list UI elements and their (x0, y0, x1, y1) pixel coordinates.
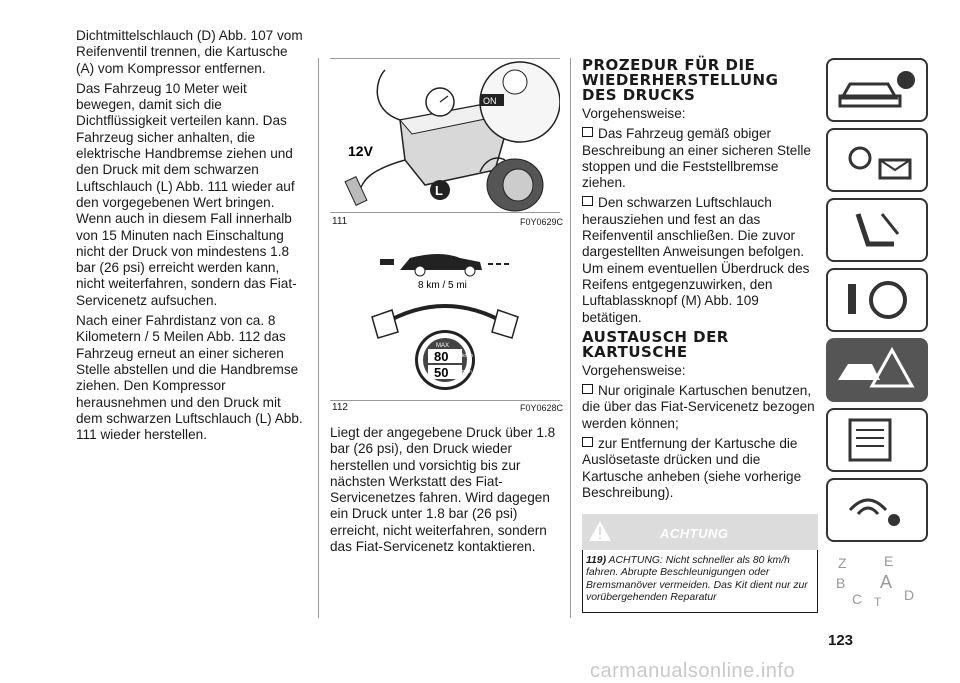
index-letter: C (852, 591, 863, 607)
bullet-item (582, 383, 818, 432)
emergency-icon (828, 340, 926, 400)
index-letter: Z (838, 555, 847, 571)
bullet-text: Nur originale Kartuschen benutzen, die über das Fiat-Servicenetz bezogen werden können; (582, 383, 815, 431)
sidebar-tab-warning-lights[interactable] (826, 128, 928, 192)
multimedia-icon (828, 480, 926, 540)
bullet-text: Das Fahrzeug gemäß obiger Beschreibung an einer sicheren Stelle stoppen und die Feststellbremse ziehen. (582, 126, 811, 191)
car-info-icon (828, 60, 926, 120)
bullet-item (582, 126, 818, 191)
sidebar-tab-seat-airbag[interactable] (826, 198, 928, 262)
bullet-item (582, 195, 818, 325)
bullet-item (582, 436, 818, 501)
figure-112-speed-limit (330, 232, 560, 402)
bullet-text: zur Entfernung der Kartusche die Auslösetaste drücken und die Kartusche anheben (siehe vorherige Beschreibung). (582, 436, 802, 500)
figure-top-rule (330, 58, 560, 59)
paragraph: Vorgehensweise: (582, 106, 686, 121)
page-number: 123 (828, 632, 854, 649)
seat-airbag-icon (828, 200, 926, 260)
figure-111-compressor (330, 60, 560, 212)
section-heading: AUSTAUSCH DER KARTUSCHE (582, 327, 729, 361)
column-divider (318, 58, 319, 618)
checkbox-bullet-icon (582, 384, 593, 394)
warning-lights-icon (828, 130, 926, 190)
paragraph: Liegt der angegebene Druck über 1.8 bar (26 psi), den Druck wieder herstellen und vorsichtig bis zur nächsten Werkstatt des Fiat-Servicenetzes fahren. Wird dagegen ein Druck unter 1.8 bar (26 psi) erreicht, nicht weiterfahren, sondern das Fiat-Servicenetz kontaktieren. (330, 425, 556, 555)
index-letters-icon (826, 548, 924, 608)
sidebar-tab-index[interactable] (826, 548, 928, 612)
paragraph: Nach einer Fahrdistanz von ca. 8 Kilometern / 5 Meilen Abb. 112 das Fahrzeug erneut an einer sicheren Stelle abstellen und die Handbremse ziehen. Den Kompressor herausnehmen und den Druck mit dem schwarzen Luftschlauch (L) Abb. 111 wieder herstellen. (76, 313, 303, 443)
figure-code: F0Y0628C (520, 403, 564, 413)
index-letter: A (880, 572, 893, 592)
warning-body: ACHTUNG: Nicht schneller als 80 km/h fahren. Abrupte Beschleunigungen oder Bremsmanöver vermeiden. Das Kit dient nur zur vorübergehenden Reparatur (586, 555, 808, 603)
index-letter: D (904, 587, 915, 603)
unit-kmh: km/h (462, 353, 473, 359)
paragraph: Vorgehensweise: (582, 362, 686, 378)
section-heading: PROZEDUR FÜR DIE WIEDERHERSTELLUNG DES DRUCKS (582, 56, 779, 104)
column-right (582, 58, 818, 505)
speed-kmh: 80 (434, 349, 449, 364)
checkbox-bullet-icon (582, 437, 593, 447)
column-middle (330, 425, 560, 559)
warning-title: ACHTUNG (660, 526, 729, 541)
12v-label: 12V (348, 143, 373, 159)
warning-number: 119) (586, 555, 607, 566)
sidebar-tab-maintenance[interactable] (826, 408, 928, 472)
paragraph: Das Fahrzeug 10 Meter weit bewegen, damit sich die Dichtflüssigkeit verteilen kann. Das Fahrzeug sicher anhalten, die elektrische Handbremse ziehen und den Druck mit dem schwarzen Luftschlauch (L) Abb. 111 wieder auf den vorgegebenen Wert bringen. Wenn auch in diesem Fall innerhalb von 15 Minuten nach Einschaltung nicht der Druck von mindestens 1.8 bar (26 psi) erreicht werden kann, nicht weiterfahren, sondern das Fiat-Servicenetz aufsuchen. (76, 80, 297, 308)
checkbox-bullet-icon (582, 196, 593, 206)
figure-code: F0Y0629C (520, 217, 564, 227)
warning-text (586, 555, 814, 604)
paragraph: Dichtmittelschlauch (D) Abb. 107 vom Reifenventil trennen, die Kartusche (A) vom Kompressor entfernen. (76, 28, 303, 76)
figure-bottom-rule (330, 212, 560, 213)
speed-mph: 50 (434, 365, 449, 380)
figure-number: 111 (332, 216, 348, 227)
index-letter: E (884, 553, 894, 569)
sidebar-tab-emergency[interactable] (826, 338, 928, 402)
column-divider (570, 58, 571, 618)
l-label: L (435, 183, 443, 198)
key-steering-wheel-icon (828, 270, 926, 330)
sidebar-tab-multimedia[interactable] (826, 478, 928, 542)
column-left (76, 28, 308, 447)
figure-number: 112 (332, 402, 348, 413)
figure-bottom-rule (330, 400, 560, 401)
index-letter: B (836, 575, 846, 591)
distance-label: 8 km / 5 mi (418, 280, 467, 291)
max-label: MAX (436, 343, 450, 349)
sidebar-tab-key-steering[interactable] (826, 268, 928, 332)
watermark: carmanualsonline.info (590, 660, 796, 682)
maintenance-list-icon (828, 410, 926, 470)
sidebar-tab-car-info[interactable] (826, 58, 928, 122)
on-label: ON (483, 96, 497, 106)
unit-mph: mph (462, 369, 472, 375)
index-letter: T (874, 595, 882, 608)
checkbox-bullet-icon (582, 127, 593, 137)
bullet-text: Den schwarzen Luftschlauch herausziehen und fest an das Reifenventil anschließen. Die zuvor dargestellten Anweisungen befolgen. Um einem eventuellen Überdruck des Reifens entgegenzuwirken, den Luftablassknopf (M) Abb. 109 betätigen. (582, 195, 810, 325)
warning-triangle-icon (587, 519, 613, 543)
